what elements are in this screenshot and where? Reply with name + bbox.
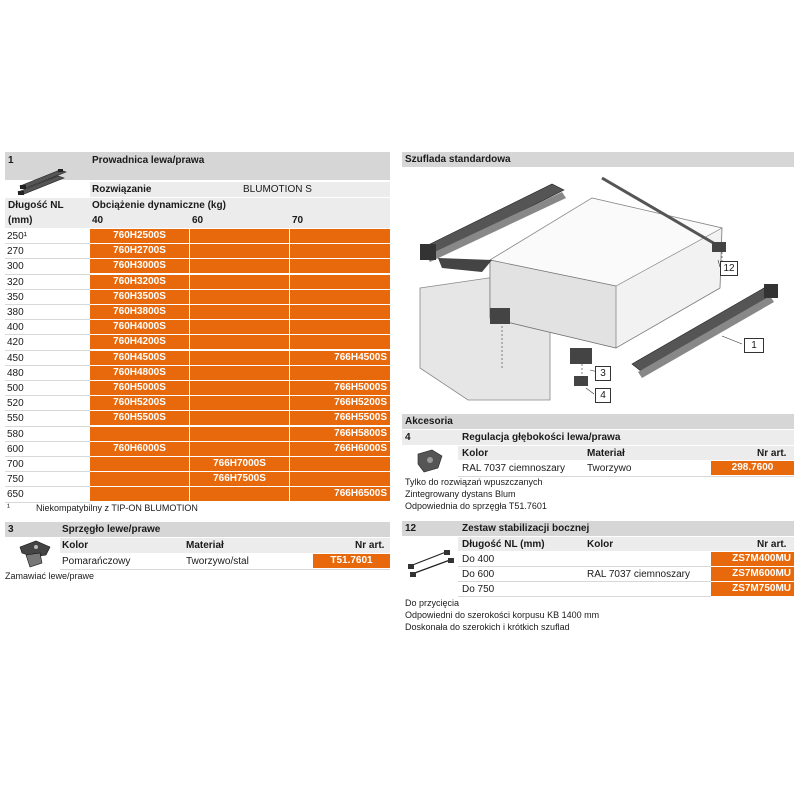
guide-length-cell: 400 bbox=[7, 322, 24, 334]
solution-value: BLUMOTION S bbox=[243, 184, 312, 195]
guide-article-cell: 766H6500S bbox=[290, 487, 390, 501]
load-col-40: 40 bbox=[92, 215, 104, 226]
guide-article-cell bbox=[290, 366, 390, 380]
guide-article-cell bbox=[290, 259, 390, 273]
depth-note-2: Zintegrowany dystans Blum bbox=[405, 489, 516, 499]
guide-article-cell bbox=[190, 442, 289, 456]
load-col-60: 60 bbox=[192, 215, 204, 226]
guide-article-cell bbox=[190, 351, 289, 365]
guide-article-cell bbox=[90, 487, 189, 501]
guides-title: Prowadnica lewa/prawa bbox=[92, 155, 205, 166]
guide-article-cell: 760H4200S bbox=[90, 335, 189, 349]
guide-article-cell: 760H4800S bbox=[90, 366, 189, 380]
depth-note-3: Odpowiednia do sprzęgła T51.7601 bbox=[405, 501, 547, 511]
depth-col-header-bg bbox=[458, 446, 794, 460]
guide-article-cell bbox=[190, 487, 289, 501]
guide-length-cell: 500 bbox=[7, 383, 24, 394]
stabilizer-title: Zestaw stabilizacji bocznej bbox=[462, 523, 590, 534]
callout-3: 3 bbox=[595, 366, 611, 381]
footnote-mark: ¹ bbox=[7, 502, 10, 512]
guide-length-cell: 300 bbox=[7, 261, 24, 273]
guide-article-cell bbox=[290, 457, 390, 471]
coupling-col-material: Materiał bbox=[186, 540, 224, 551]
guide-length-cell: 520 bbox=[7, 398, 24, 410]
coupling-color: Pomarańczowy bbox=[62, 556, 131, 567]
guide-article-cell: 760H2500S bbox=[90, 229, 189, 243]
guide-article-cell bbox=[90, 457, 189, 471]
guide-length-cell: 550 bbox=[7, 413, 24, 425]
coupling-article: T51.7601 bbox=[313, 554, 390, 568]
guide-article-cell bbox=[190, 229, 289, 243]
guide-article-cell bbox=[190, 335, 289, 349]
guide-article-cell bbox=[190, 244, 289, 258]
stabilizer-length-cell: Do 400 bbox=[462, 554, 495, 565]
guide-length-cell: 600 bbox=[7, 443, 24, 455]
guides-section-number: 1 bbox=[8, 155, 14, 166]
guide-length-cell: 450 bbox=[7, 352, 24, 364]
depth-adjuster-image bbox=[414, 446, 446, 476]
guide-article-cell bbox=[90, 472, 189, 486]
coupling-col-header-bg bbox=[60, 538, 390, 553]
guide-article-cell bbox=[190, 305, 289, 319]
coupling-note: Zamawiać lewe/prawe bbox=[5, 571, 95, 581]
guide-article-cell bbox=[190, 396, 289, 410]
guide-article-cell bbox=[290, 244, 390, 258]
drawer-title: Szuflada standardowa bbox=[405, 154, 511, 165]
guide-length-cell: 650 bbox=[7, 489, 24, 501]
callout-1: 1 bbox=[744, 338, 764, 353]
guide-article-cell bbox=[290, 320, 390, 334]
coupling-image bbox=[16, 537, 56, 569]
guide-article-cell bbox=[290, 275, 390, 289]
guide-article-cell bbox=[190, 275, 289, 289]
drawer-diagram bbox=[402, 168, 794, 406]
stabilizer-length-cell: Do 750 bbox=[462, 584, 495, 595]
guide-length-cell: 420 bbox=[7, 337, 24, 349]
coupling-col-article: Nr art. bbox=[355, 540, 385, 551]
stabilizer-col-article: Nr art. bbox=[757, 539, 787, 550]
stabilizer-article-cell: ZS7M750MU bbox=[711, 582, 794, 596]
guide-length-cell: 480 bbox=[7, 367, 24, 379]
guide-article-cell: 760H3000S bbox=[90, 259, 189, 273]
guide-article-cell: 760H2700S bbox=[90, 244, 189, 258]
stabilizer-note-1: Do przycięcia bbox=[405, 598, 460, 608]
guide-article-cell: 766H5500S bbox=[290, 411, 390, 425]
guide-article-cell: 766H5200S bbox=[290, 396, 390, 410]
guide-article-cell bbox=[290, 290, 390, 304]
callout-12: 12 bbox=[720, 261, 738, 276]
guide-article-cell bbox=[190, 259, 289, 273]
length-unit: (mm) bbox=[8, 215, 33, 226]
depth-col-color: Kolor bbox=[462, 448, 489, 459]
load-label: Obciążenie dynamiczne (kg) bbox=[92, 200, 226, 211]
depth-article: 298.7600 bbox=[711, 461, 794, 475]
guide-article-cell bbox=[190, 320, 289, 334]
stabilizer-col-color: Kolor bbox=[587, 539, 614, 550]
accessories-title: Akcesoria bbox=[405, 416, 453, 427]
depth-section-number: 4 bbox=[405, 432, 411, 443]
guide-length-cell: 250¹ bbox=[7, 231, 28, 242]
depth-title: Regulacja głębokości lewa/prawa bbox=[462, 432, 621, 443]
guide-article-cell bbox=[190, 427, 289, 441]
depth-note-1: Tylko do rozwiązań wpuszczanych bbox=[405, 477, 543, 487]
guide-article-cell bbox=[190, 290, 289, 304]
guide-article-cell: 766H4500S bbox=[290, 351, 390, 365]
coupling-section-number: 3 bbox=[8, 524, 14, 535]
guide-article-cell: 760H3800S bbox=[90, 305, 189, 319]
stabilizer-length-cell: Do 600 bbox=[462, 569, 495, 580]
stabilizer-note-3: Doskonała do szerokich i krótkich szuflad bbox=[405, 622, 570, 632]
depth-col-material: Materiał bbox=[587, 448, 625, 459]
guide-article-cell: 766H7500S bbox=[190, 472, 289, 486]
depth-col-article: Nr art. bbox=[757, 448, 787, 459]
stabilizer-article-cell: ZS7M600MU bbox=[711, 567, 794, 581]
guide-article-cell bbox=[190, 366, 289, 380]
guide-article-cell: 760H4000S bbox=[90, 320, 189, 334]
guide-length-cell: 350 bbox=[7, 291, 24, 303]
guide-length-cell: 580 bbox=[7, 428, 24, 440]
guide-length-cell: 700 bbox=[7, 459, 24, 470]
guide-article-cell: 766H5800S bbox=[290, 427, 390, 441]
guide-article-cell bbox=[190, 381, 289, 395]
guide-article-cell bbox=[290, 472, 390, 486]
guide-article-cell: 766H6000S bbox=[290, 442, 390, 456]
guide-article-cell bbox=[190, 411, 289, 425]
guide-article-cell: 760H3200S bbox=[90, 275, 189, 289]
guide-article-cell: 766H7000S bbox=[190, 457, 289, 471]
guide-length-cell: 320 bbox=[7, 276, 24, 288]
guide-length-cell: 750 bbox=[7, 474, 24, 486]
guide-article-cell bbox=[290, 305, 390, 319]
depth-material: Tworzywo bbox=[587, 463, 632, 474]
guide-length-cell: 270 bbox=[7, 246, 24, 258]
coupling-material: Tworzywo/stal bbox=[186, 556, 249, 567]
guide-article-cell bbox=[90, 427, 189, 441]
stabilizer-image bbox=[406, 544, 456, 582]
guide-article-cell: 760H4500S bbox=[90, 351, 189, 365]
stabilizer-note-2: Odpowiedni do szerokości korpusu KB 1400 mm bbox=[405, 610, 600, 620]
guide-article-cell bbox=[290, 335, 390, 349]
stabilizer-article-cell: ZS7M400MU bbox=[711, 552, 794, 566]
stabilizer-color: RAL 7037 ciemnoszary bbox=[587, 569, 691, 580]
guide-article-cell: 766H5000S bbox=[290, 381, 390, 395]
guide-article-cell: 760H5000S bbox=[90, 381, 189, 395]
guide-length-cell: 380 bbox=[7, 307, 24, 318]
footnote-text: Niekompatybilny z TIP-ON BLUMOTION bbox=[36, 503, 198, 513]
accessories-header-bar bbox=[402, 414, 794, 429]
callout-4: 4 bbox=[595, 388, 611, 403]
solution-label: Rozwiązanie bbox=[92, 184, 152, 195]
load-col-70: 70 bbox=[292, 215, 304, 226]
guide-article-cell: 760H5500S bbox=[90, 411, 189, 425]
stabilizer-header-bar bbox=[402, 521, 794, 536]
coupling-title: Sprzęgło lewe/prawe bbox=[62, 524, 161, 535]
depth-color: RAL 7037 ciemnoszary bbox=[462, 463, 566, 474]
length-label: Długość NL bbox=[8, 200, 64, 211]
guide-rail-image bbox=[14, 164, 74, 196]
guide-article-cell: 760H5200S bbox=[90, 396, 189, 410]
guide-article-cell: 760H3500S bbox=[90, 290, 189, 304]
guide-article-cell: 760H6000S bbox=[90, 442, 189, 456]
guide-article-cell bbox=[290, 229, 390, 243]
stabilizer-section-number: 12 bbox=[405, 523, 417, 534]
coupling-col-color: Kolor bbox=[62, 540, 89, 551]
stabilizer-col-length: Długość NL (mm) bbox=[462, 539, 545, 550]
